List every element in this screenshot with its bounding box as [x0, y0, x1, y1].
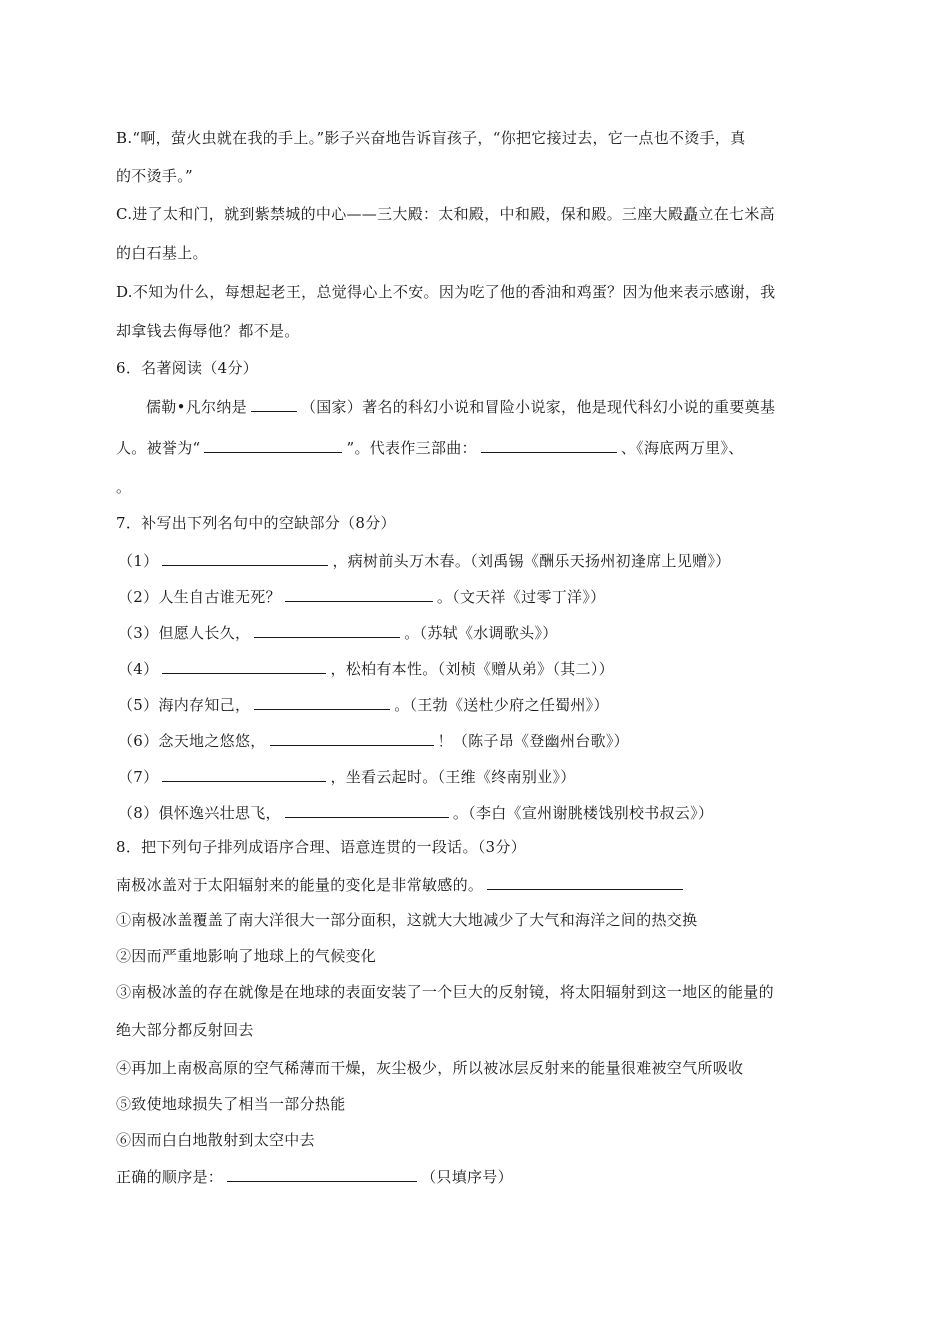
q7-item-5-pre: （5）海内存知己， — [118, 696, 251, 714]
q8-sentence-1: ①南极冰盖覆盖了南大洋很大一部分面积，这就大大地减少了大气和海洋之间的热交换 — [116, 911, 698, 929]
q5-option-d-line1: D.不知为什么，每想起老王，总觉得心上不安。因为吃了他的香油和鸡蛋？因为他来表示感谢，我 — [116, 283, 776, 301]
q8-answer-label: 正确的顺序是： — [116, 1168, 224, 1186]
q7-item-3-post: 。（苏轼《水调歌头》） — [404, 624, 558, 642]
q7-item-8-post: 。（李白《宣州谢朓楼饯别校书叔云》） — [452, 804, 714, 822]
country-blank[interactable] — [251, 396, 297, 412]
q5-option-b-line2: 的不烫手。” — [116, 167, 193, 185]
q6-title: 6．名著阅读（4分） — [116, 359, 259, 377]
q7-item-6-post: ！（陈子昂《登幽州台歌》） — [437, 732, 629, 750]
q8-lead-blank[interactable] — [487, 874, 683, 890]
title-blank[interactable] — [204, 437, 342, 453]
q7-blank-2[interactable] — [285, 586, 433, 602]
q7-item-3 — [118, 622, 846, 643]
q7-blank-7[interactable] — [162, 766, 326, 782]
q8-sentence-3a: ③南极冰盖的存在就像是在地球的表面安装了一个巨大的反射镜，将太阳辐射到这一地区的能量的 — [116, 983, 774, 1001]
q7-title: 7．补写出下列名句中的空缺部分（8分） — [116, 514, 396, 532]
q7-blank-1[interactable] — [162, 550, 328, 566]
q7-blank-6[interactable] — [270, 730, 434, 746]
q7-blank-8[interactable] — [285, 802, 449, 818]
q7-item-7-pre: （7） — [118, 768, 159, 786]
q7-item-2-post: 。（文天祥《过零丁洋》） — [436, 588, 606, 606]
q8-sentence-3b: 绝大部分都反射回去 — [116, 1021, 254, 1039]
q7-item-8-pre: （8）俱怀逸兴壮思飞， — [118, 804, 281, 822]
q6-line2-text-b: ”。代表作三部曲： — [346, 439, 477, 457]
q5-option-c-line1: C.进了太和门，就到紫禁城的中心——三大殿：太和殿，中和殿，保和殿。三座大殿矗立在七米高 — [116, 205, 775, 223]
q6-line1-text-a: 儒勒•凡尔纳是 — [146, 398, 247, 416]
q7-blank-3[interactable] — [254, 622, 400, 638]
q6-line1 — [146, 396, 874, 417]
q6-line2-text-a: 人。被誉为“ — [116, 439, 201, 457]
q7-item-2-pre: （2）人生自古谁无死？ — [118, 588, 281, 606]
q7-item-5 — [118, 694, 846, 715]
q8-sentence-2: ②因而严重地影响了地球上的气候变化 — [116, 947, 377, 965]
trilogy-blank[interactable] — [481, 437, 617, 453]
q7-item-6 — [118, 730, 846, 751]
q6-line1-text-b: （国家）著名的科幻小说和冒险小说家，他是现代科幻小说的重要奠基 — [300, 398, 776, 416]
q8-sentence-6: ⑥因而白白地散射到太空中去 — [116, 1131, 315, 1149]
q5-option-d-line2: 却拿钱去侮辱他？都不是。 — [116, 322, 300, 340]
q8-sentence-5: ⑤致使地球损失了相当一部分热能 — [116, 1095, 346, 1113]
q8-answer-hint: （只填序号） — [421, 1168, 513, 1186]
q8-sentence-4: ④再加上南极高原的空气稀薄而干燥，灰尘极少，所以被冰层反射来的能量很难被空气所吸收 — [116, 1059, 744, 1077]
q7-item-4-post: ，松柏有本性。（刘桢《赠从弟》（其二）） — [330, 660, 614, 678]
q7-blank-5[interactable] — [254, 694, 390, 710]
q7-item-5-post: 。（王勃《送杜少府之任蜀州》） — [394, 696, 609, 714]
q7-item-1-post: ，病树前头万木春。（刘禹锡《酬乐天扬州初逢席上见赠》） — [332, 552, 731, 570]
q7-blank-4[interactable] — [162, 658, 326, 674]
q5-option-b-line1: B.“啊，萤火虫就在我的手上。”影子兴奋地告诉盲孩子，“你把它接过去，它一点也不烫手，真 — [116, 129, 746, 147]
q8-answer — [116, 1166, 844, 1187]
q8-title: 8．把下列句子排列成语序合理、语意连贯的一段话。（3分） — [116, 838, 526, 856]
q7-item-6-pre: （6）念天地之悠悠， — [118, 732, 266, 750]
q8-lead — [116, 874, 844, 895]
q6-line3: 。 — [116, 478, 132, 496]
q7-item-7 — [118, 766, 846, 787]
q7-item-2 — [118, 586, 846, 607]
q7-item-4 — [118, 658, 846, 679]
q7-item-3-pre: （3）但愿人长久， — [118, 624, 251, 642]
q6-line2-text-c: 、《海底两万里》、 — [620, 439, 744, 457]
q7-item-1-pre: （1） — [118, 552, 159, 570]
q7-item-4-pre: （4） — [118, 660, 159, 678]
q8-lead-text: 南极冰盖对于太阳辐射来的能量的变化是非常敏感的。 — [116, 876, 484, 894]
q7-item-8 — [118, 802, 846, 823]
q7-item-1 — [118, 550, 846, 571]
q7-item-7-post: ，坐看云起时。（王维《终南别业》） — [330, 768, 576, 786]
q6-line2 — [116, 437, 844, 458]
q5-option-c-line2: 的白石基上。 — [116, 244, 208, 262]
q8-answer-blank[interactable] — [227, 1166, 417, 1182]
